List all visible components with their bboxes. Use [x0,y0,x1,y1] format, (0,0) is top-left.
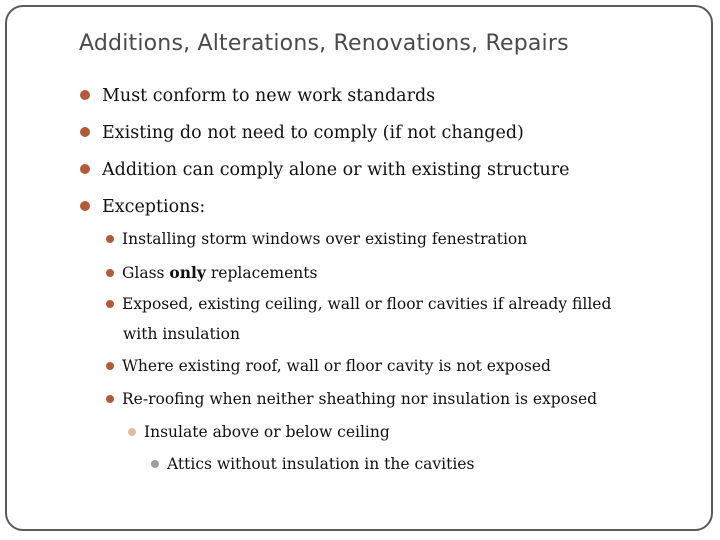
bullet-dot-icon [128,428,136,436]
sub-bullet-text: Re-roofing when neither sheathing nor insulation is exposed [122,390,598,408]
sub-bullet-continuation: with insulation [123,325,240,343]
bullet-dot-icon [151,460,159,468]
sub-bullet-item [106,357,551,375]
text-replacements: replacements [205,264,318,282]
bullet-text: Existing do not need to comply (if not changed) [102,123,524,143]
third-level-bullet-item [128,423,390,441]
third-level-text: Insulate above or below ceiling [144,423,390,441]
bullet-dot-icon [80,90,90,100]
bullet-dot-icon [106,300,114,308]
fourth-level-text: Attics without insulation in the cavities [167,455,475,473]
bullet-dot-icon [106,395,114,403]
slide-title: Additions, Alterations, Renovations, Repairs [79,31,569,56]
sub-bullet-item [106,390,597,408]
bullet-text: Must conform to new work standards [102,86,436,106]
bullet-dot-icon [80,127,90,137]
bullet-dot-icon [106,269,114,277]
bullet-item [80,123,524,143]
text-glass: Glass [122,264,170,282]
bullet-dot-icon [106,362,114,370]
bullet-dot-icon [80,201,90,211]
sub-bullet-item [106,295,611,313]
bullet-item [80,86,435,106]
bullet-text: Addition can comply alone or with existing structure [102,160,570,180]
bullet-text: Exceptions: [102,197,206,217]
sub-bullet-text: Where existing roof, wall or floor cavity is not exposed [122,357,551,375]
bullet-item [80,197,205,217]
bullet-dot-icon [106,235,114,243]
sub-bullet-text: Installing storm windows over existing fenestration [122,230,528,248]
sub-bullet-text: Exposed, existing ceiling, wall or floor cavities if already filled [122,295,612,313]
sub-bullet-text [122,263,317,282]
bullet-dot-icon [80,164,90,174]
emphasis-only: only [169,263,206,282]
sub-bullet-item [106,263,317,282]
sub-bullet-item [106,230,527,248]
fourth-level-bullet-item [151,455,474,473]
bullet-item [80,160,570,180]
